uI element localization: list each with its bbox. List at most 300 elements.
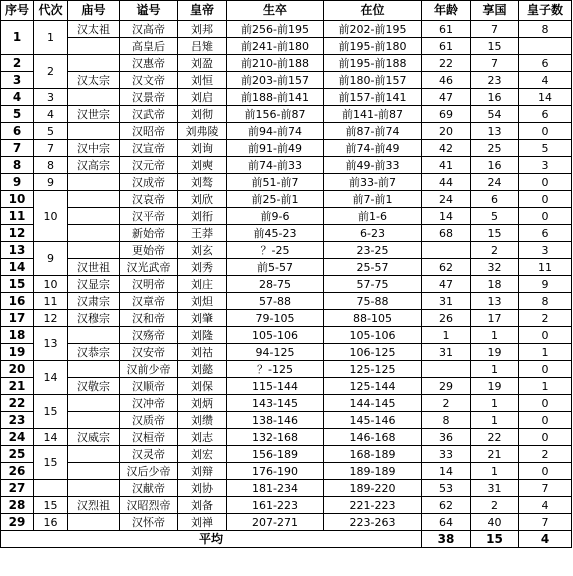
sons-count-cell: 6 bbox=[519, 225, 572, 242]
emperor-name-cell: 刘奭 bbox=[178, 157, 227, 174]
reign-years-cell: 18 bbox=[471, 276, 519, 293]
reign-years-cell: 17 bbox=[471, 310, 519, 327]
age-cell bbox=[422, 242, 471, 259]
age-cell: 64 bbox=[422, 514, 471, 531]
generation-cell: 1 bbox=[34, 21, 68, 55]
sons-count-cell: 0 bbox=[519, 327, 572, 344]
lifespan-cell: 138-146 bbox=[227, 412, 324, 429]
reign-years-cell: 7 bbox=[471, 21, 519, 38]
emperor-name-cell: 刘缵 bbox=[178, 412, 227, 429]
reign-period-cell: 前195-前188 bbox=[324, 55, 422, 72]
lifespan-cell: 28-75 bbox=[227, 276, 324, 293]
temple-name-cell bbox=[68, 395, 120, 412]
emperor-name-cell: 刘庄 bbox=[178, 276, 227, 293]
table-row bbox=[1, 106, 572, 123]
posthumous-name-cell: 汉怀帝 bbox=[120, 514, 178, 531]
sons-count-cell: 0 bbox=[519, 208, 572, 225]
reign-years-cell: 1 bbox=[471, 412, 519, 429]
table-row bbox=[1, 463, 572, 480]
posthumous-name-cell: 汉桓帝 bbox=[120, 429, 178, 446]
row-index-cell: 18 bbox=[1, 327, 34, 344]
row-index-cell: 7 bbox=[1, 140, 34, 157]
table-row bbox=[1, 514, 572, 531]
reign-years-cell: 13 bbox=[471, 123, 519, 140]
reign-years-cell: 2 bbox=[471, 242, 519, 259]
row-index-cell: 13 bbox=[1, 242, 34, 259]
reign-period-cell: 88-105 bbox=[324, 310, 422, 327]
row-index-cell: 3 bbox=[1, 72, 34, 89]
emperor-name-cell: 刘辩 bbox=[178, 463, 227, 480]
reign-years-cell: 1 bbox=[471, 395, 519, 412]
table-row bbox=[1, 55, 572, 72]
temple-name-cell: 汉世祖 bbox=[68, 259, 120, 276]
temple-name-cell bbox=[68, 123, 120, 140]
row-index-cell: 29 bbox=[1, 514, 34, 531]
emperor-name-cell: 吕雉 bbox=[178, 38, 227, 55]
header-cell: 享国 bbox=[471, 1, 519, 21]
reign-years-cell: 15 bbox=[471, 225, 519, 242]
header-cell: 序号 bbox=[1, 1, 34, 21]
header-cell: 年龄 bbox=[422, 1, 471, 21]
sons-count-cell: 8 bbox=[519, 21, 572, 38]
header-cell: 在位 bbox=[324, 1, 422, 21]
generation-cell: 4 bbox=[34, 106, 68, 123]
reign-years-cell: 2 bbox=[471, 497, 519, 514]
header-cell: 代次 bbox=[34, 1, 68, 21]
reign-years-cell: 7 bbox=[471, 55, 519, 72]
temple-name-cell bbox=[68, 514, 120, 531]
reign-period-cell: 前157-前141 bbox=[324, 89, 422, 106]
row-index-cell: 2 bbox=[1, 55, 34, 72]
reign-years-cell: 32 bbox=[471, 259, 519, 276]
table-row bbox=[1, 157, 572, 174]
emperor-name-cell: 刘秀 bbox=[178, 259, 227, 276]
emperor-name-cell: 刘懿 bbox=[178, 361, 227, 378]
table-row bbox=[1, 174, 572, 191]
reign-years-cell: 1 bbox=[471, 361, 519, 378]
table-row bbox=[1, 310, 572, 327]
emperor-name-cell: 刘彻 bbox=[178, 106, 227, 123]
posthumous-name-cell: 汉文帝 bbox=[120, 72, 178, 89]
row-index-cell: 20 bbox=[1, 361, 34, 378]
lifespan-cell: 前203-前157 bbox=[227, 72, 324, 89]
reign-period-cell: 6-23 bbox=[324, 225, 422, 242]
table-row bbox=[1, 293, 572, 310]
row-index-cell: 12 bbox=[1, 225, 34, 242]
reign-years-cell: 16 bbox=[471, 157, 519, 174]
table-row bbox=[1, 225, 572, 242]
age-cell: 46 bbox=[422, 72, 471, 89]
reign-period-cell: 168-189 bbox=[324, 446, 422, 463]
table-row bbox=[1, 395, 572, 412]
reign-period-cell: 前74-前49 bbox=[324, 140, 422, 157]
sons-count-cell: 5 bbox=[519, 140, 572, 157]
lifespan-cell: 132-168 bbox=[227, 429, 324, 446]
temple-name-cell bbox=[68, 480, 120, 497]
header-cell: 皇帝 bbox=[178, 1, 227, 21]
lifespan-cell: 前156-前87 bbox=[227, 106, 324, 123]
emperor-name-cell: 刘欣 bbox=[178, 191, 227, 208]
posthumous-name-cell: 汉成帝 bbox=[120, 174, 178, 191]
generation-cell: 10 bbox=[34, 191, 68, 242]
row-index-cell: 25 bbox=[1, 446, 34, 463]
row-index-cell: 24 bbox=[1, 429, 34, 446]
reign-years-cell: 40 bbox=[471, 514, 519, 531]
table-row bbox=[1, 123, 572, 140]
reign-period-cell: 前7-前1 bbox=[324, 191, 422, 208]
sons-count-cell: 8 bbox=[519, 293, 572, 310]
reign-years-cell: 23 bbox=[471, 72, 519, 89]
generation-cell: 15 bbox=[34, 497, 68, 514]
sons-count-cell: 0 bbox=[519, 395, 572, 412]
posthumous-name-cell: 汉武帝 bbox=[120, 106, 178, 123]
lifespan-cell: 前94-前74 bbox=[227, 123, 324, 140]
sons-count-cell: 1 bbox=[519, 378, 572, 395]
reign-period-cell: 125-144 bbox=[324, 378, 422, 395]
row-index-cell: 4 bbox=[1, 89, 34, 106]
sons-count-cell: 0 bbox=[519, 361, 572, 378]
age-cell: 24 bbox=[422, 191, 471, 208]
emperor-name-cell: 刘骜 bbox=[178, 174, 227, 191]
emperor-name-cell: 刘盈 bbox=[178, 55, 227, 72]
temple-name-cell: 汉肃宗 bbox=[68, 293, 120, 310]
posthumous-name-cell: 高皇后 bbox=[120, 38, 178, 55]
posthumous-name-cell: 更始帝 bbox=[120, 242, 178, 259]
generation-cell: 14 bbox=[34, 361, 68, 395]
age-cell: 44 bbox=[422, 174, 471, 191]
posthumous-name-cell: 汉灵帝 bbox=[120, 446, 178, 463]
reign-period-cell: 145-146 bbox=[324, 412, 422, 429]
table-row bbox=[1, 446, 572, 463]
row-index-cell: 16 bbox=[1, 293, 34, 310]
age-cell: 47 bbox=[422, 276, 471, 293]
lifespan-cell: ？-25 bbox=[227, 242, 324, 259]
emperor-name-cell: 刘衎 bbox=[178, 208, 227, 225]
sons-count-cell: 2 bbox=[519, 446, 572, 463]
reign-period-cell: 75-88 bbox=[324, 293, 422, 310]
table-row bbox=[1, 344, 572, 361]
emperor-name-cell: 刘协 bbox=[178, 480, 227, 497]
reign-period-cell: 57-75 bbox=[324, 276, 422, 293]
sons-count-cell: 6 bbox=[519, 55, 572, 72]
table-row bbox=[1, 378, 572, 395]
lifespan-cell: 176-190 bbox=[227, 463, 324, 480]
emperor-name-cell: 刘肇 bbox=[178, 310, 227, 327]
lifespan-cell: 前241-前180 bbox=[227, 38, 324, 55]
reign-period-cell: 前33-前7 bbox=[324, 174, 422, 191]
age-cell: 14 bbox=[422, 463, 471, 480]
reign-period-cell: 144-145 bbox=[324, 395, 422, 412]
table-row bbox=[1, 276, 572, 293]
temple-name-cell: 汉高宗 bbox=[68, 157, 120, 174]
reign-period-cell: 106-125 bbox=[324, 344, 422, 361]
reign-years-cell: 19 bbox=[471, 344, 519, 361]
emperor-name-cell: 刘保 bbox=[178, 378, 227, 395]
temple-name-cell: 汉中宗 bbox=[68, 140, 120, 157]
posthumous-name-cell: 汉顺帝 bbox=[120, 378, 178, 395]
generation-cell: 5 bbox=[34, 123, 68, 140]
sons-count-cell: 1 bbox=[519, 344, 572, 361]
temple-name-cell: 汉威宗 bbox=[68, 429, 120, 446]
lifespan-cell: 181-234 bbox=[227, 480, 324, 497]
emperor-name-cell: 刘禅 bbox=[178, 514, 227, 531]
age-cell: 62 bbox=[422, 259, 471, 276]
posthumous-name-cell: 汉献帝 bbox=[120, 480, 178, 497]
temple-name-cell bbox=[68, 463, 120, 480]
emperor-name-cell: 刘备 bbox=[178, 497, 227, 514]
generation-cell: 11 bbox=[34, 293, 68, 310]
temple-name-cell bbox=[68, 412, 120, 429]
posthumous-name-cell: 汉哀帝 bbox=[120, 191, 178, 208]
temple-name-cell bbox=[68, 327, 120, 344]
generation-cell: 15 bbox=[34, 446, 68, 480]
reign-years-cell: 13 bbox=[471, 293, 519, 310]
temple-name-cell: 汉显宗 bbox=[68, 276, 120, 293]
sons-count-cell: 0 bbox=[519, 429, 572, 446]
header-cell: 生卒 bbox=[227, 1, 324, 21]
age-cell: 1 bbox=[422, 327, 471, 344]
sons-count-cell: 0 bbox=[519, 123, 572, 140]
reign-years-cell: 19 bbox=[471, 378, 519, 395]
age-cell: 8 bbox=[422, 412, 471, 429]
sons-count-cell: 14 bbox=[519, 89, 572, 106]
generation-cell: 13 bbox=[34, 327, 68, 361]
row-index-cell: 22 bbox=[1, 395, 34, 412]
age-cell: 61 bbox=[422, 21, 471, 38]
table-body bbox=[1, 21, 572, 531]
posthumous-name-cell: 汉质帝 bbox=[120, 412, 178, 429]
table-row bbox=[1, 327, 572, 344]
age-cell: 62 bbox=[422, 497, 471, 514]
lifespan-cell: 57-88 bbox=[227, 293, 324, 310]
lifespan-cell: 前9-6 bbox=[227, 208, 324, 225]
posthumous-name-cell: 汉高帝 bbox=[120, 21, 178, 38]
posthumous-name-cell: 汉元帝 bbox=[120, 157, 178, 174]
reign-period-cell: 前1-6 bbox=[324, 208, 422, 225]
reign-years-cell: 6 bbox=[471, 191, 519, 208]
posthumous-name-cell: 汉冲帝 bbox=[120, 395, 178, 412]
temple-name-cell bbox=[68, 89, 120, 106]
average-reign: 15 bbox=[471, 531, 519, 548]
temple-name-cell: 汉恭宗 bbox=[68, 344, 120, 361]
temple-name-cell: 汉烈祖 bbox=[68, 497, 120, 514]
table-row bbox=[1, 361, 572, 378]
table-row bbox=[1, 480, 572, 497]
emperor-name-cell: 刘志 bbox=[178, 429, 227, 446]
reign-years-cell: 1 bbox=[471, 463, 519, 480]
temple-name-cell: 汉太祖 bbox=[68, 21, 120, 38]
lifespan-cell: 前25-前1 bbox=[227, 191, 324, 208]
table-row bbox=[1, 89, 572, 106]
lifespan-cell: 156-189 bbox=[227, 446, 324, 463]
reign-years-cell: 15 bbox=[471, 38, 519, 55]
lifespan-cell: ？-125 bbox=[227, 361, 324, 378]
posthumous-name-cell: 汉光武帝 bbox=[120, 259, 178, 276]
table-row bbox=[1, 412, 572, 429]
sons-count-cell: 0 bbox=[519, 463, 572, 480]
temple-name-cell: 汉敬宗 bbox=[68, 378, 120, 395]
age-cell: 42 bbox=[422, 140, 471, 157]
temple-name-cell: 汉太宗 bbox=[68, 72, 120, 89]
emperor-name-cell: 刘隆 bbox=[178, 327, 227, 344]
reign-period-cell: 前49-前33 bbox=[324, 157, 422, 174]
posthumous-name-cell: 汉后少帝 bbox=[120, 463, 178, 480]
age-cell: 47 bbox=[422, 89, 471, 106]
lifespan-cell: 前74-前33 bbox=[227, 157, 324, 174]
emperor-name-cell: 刘询 bbox=[178, 140, 227, 157]
reign-period-cell: 189-220 bbox=[324, 480, 422, 497]
temple-name-cell: 汉世宗 bbox=[68, 106, 120, 123]
sons-count-cell: 0 bbox=[519, 412, 572, 429]
average-row bbox=[1, 531, 572, 548]
reign-years-cell: 16 bbox=[471, 89, 519, 106]
row-index-cell: 28 bbox=[1, 497, 34, 514]
lifespan-cell: 前5-57 bbox=[227, 259, 324, 276]
reign-years-cell: 21 bbox=[471, 446, 519, 463]
row-index-cell: 6 bbox=[1, 123, 34, 140]
sons-count-cell: 7 bbox=[519, 514, 572, 531]
reign-period-cell: 前202-前195 bbox=[324, 21, 422, 38]
generation-cell: 3 bbox=[34, 89, 68, 106]
table-row bbox=[1, 191, 572, 208]
sons-count-cell: 9 bbox=[519, 276, 572, 293]
temple-name-cell bbox=[68, 191, 120, 208]
lifespan-cell: 161-223 bbox=[227, 497, 324, 514]
generation-cell: 8 bbox=[34, 157, 68, 174]
row-index-cell: 26 bbox=[1, 463, 34, 480]
age-cell: 29 bbox=[422, 378, 471, 395]
sons-count-cell: 0 bbox=[519, 174, 572, 191]
reign-years-cell: 31 bbox=[471, 480, 519, 497]
emperor-name-cell: 刘启 bbox=[178, 89, 227, 106]
posthumous-name-cell: 汉平帝 bbox=[120, 208, 178, 225]
table-row bbox=[1, 38, 572, 55]
table-row bbox=[1, 259, 572, 276]
lifespan-cell: 前188-前141 bbox=[227, 89, 324, 106]
average-age: 38 bbox=[422, 531, 471, 548]
sons-count-cell: 4 bbox=[519, 72, 572, 89]
reign-years-cell: 5 bbox=[471, 208, 519, 225]
posthumous-name-cell: 汉明帝 bbox=[120, 276, 178, 293]
lifespan-cell: 143-145 bbox=[227, 395, 324, 412]
age-cell: 31 bbox=[422, 344, 471, 361]
posthumous-name-cell: 汉安帝 bbox=[120, 344, 178, 361]
age-cell: 33 bbox=[422, 446, 471, 463]
generation-cell bbox=[34, 480, 68, 497]
posthumous-name-cell: 汉惠帝 bbox=[120, 55, 178, 72]
age-cell: 68 bbox=[422, 225, 471, 242]
generation-cell: 10 bbox=[34, 276, 68, 293]
age-cell: 36 bbox=[422, 429, 471, 446]
row-index-cell: 5 bbox=[1, 106, 34, 123]
sons-count-cell bbox=[519, 38, 572, 55]
reign-period-cell: 23-25 bbox=[324, 242, 422, 259]
emperor-name-cell: 王莽 bbox=[178, 225, 227, 242]
posthumous-name-cell: 汉昭烈帝 bbox=[120, 497, 178, 514]
posthumous-name-cell: 汉章帝 bbox=[120, 293, 178, 310]
generation-cell: 16 bbox=[34, 514, 68, 531]
posthumous-name-cell: 新始帝 bbox=[120, 225, 178, 242]
emperor-name-cell: 刘炟 bbox=[178, 293, 227, 310]
emperor-name-cell: 刘弗陵 bbox=[178, 123, 227, 140]
reign-period-cell: 146-168 bbox=[324, 429, 422, 446]
header-row bbox=[1, 1, 572, 21]
emperor-name-cell: 刘宏 bbox=[178, 446, 227, 463]
sons-count-cell: 2 bbox=[519, 310, 572, 327]
temple-name-cell bbox=[68, 55, 120, 72]
row-index-cell: 21 bbox=[1, 378, 34, 395]
reign-period-cell: 前180-前157 bbox=[324, 72, 422, 89]
reign-years-cell: 25 bbox=[471, 140, 519, 157]
temple-name-cell: 汉穆宗 bbox=[68, 310, 120, 327]
row-index-cell: 1 bbox=[1, 21, 34, 55]
row-index-cell: 10 bbox=[1, 191, 34, 208]
lifespan-cell: 前210-前188 bbox=[227, 55, 324, 72]
reign-years-cell: 22 bbox=[471, 429, 519, 446]
posthumous-name-cell: 汉景帝 bbox=[120, 89, 178, 106]
temple-name-cell bbox=[68, 174, 120, 191]
average-label: 平均 bbox=[1, 531, 422, 548]
age-cell bbox=[422, 361, 471, 378]
header-cell: 庙号 bbox=[68, 1, 120, 21]
lifespan-cell: 前45-23 bbox=[227, 225, 324, 242]
reign-years-cell: 24 bbox=[471, 174, 519, 191]
sons-count-cell: 4 bbox=[519, 497, 572, 514]
table-row bbox=[1, 208, 572, 225]
sons-count-cell: 3 bbox=[519, 242, 572, 259]
table-row bbox=[1, 72, 572, 89]
row-index-cell: 19 bbox=[1, 344, 34, 361]
row-index-cell: 27 bbox=[1, 480, 34, 497]
age-cell: 61 bbox=[422, 38, 471, 55]
posthumous-name-cell: 汉宣帝 bbox=[120, 140, 178, 157]
age-cell: 31 bbox=[422, 293, 471, 310]
emperor-name-cell: 刘玄 bbox=[178, 242, 227, 259]
lifespan-cell: 前256-前195 bbox=[227, 21, 324, 38]
temple-name-cell bbox=[68, 361, 120, 378]
row-index-cell: 15 bbox=[1, 276, 34, 293]
reign-period-cell: 221-223 bbox=[324, 497, 422, 514]
generation-cell: 9 bbox=[34, 242, 68, 276]
reign-period-cell: 前141-前87 bbox=[324, 106, 422, 123]
generation-cell: 12 bbox=[34, 310, 68, 327]
header-cell: 皇子数 bbox=[519, 1, 572, 21]
table-row bbox=[1, 429, 572, 446]
row-index-cell: 14 bbox=[1, 259, 34, 276]
lifespan-cell: 前51-前7 bbox=[227, 174, 324, 191]
temple-name-cell bbox=[68, 242, 120, 259]
generation-cell: 2 bbox=[34, 55, 68, 89]
generation-cell: 7 bbox=[34, 140, 68, 157]
average-sons: 4 bbox=[519, 531, 572, 548]
reign-period-cell: 105-106 bbox=[324, 327, 422, 344]
header-cell: 谥号 bbox=[120, 1, 178, 21]
lifespan-cell: 79-105 bbox=[227, 310, 324, 327]
age-cell: 53 bbox=[422, 480, 471, 497]
emperor-name-cell: 刘祜 bbox=[178, 344, 227, 361]
reign-period-cell: 189-189 bbox=[324, 463, 422, 480]
sons-count-cell: 6 bbox=[519, 106, 572, 123]
row-index-cell: 11 bbox=[1, 208, 34, 225]
age-cell: 22 bbox=[422, 55, 471, 72]
temple-name-cell bbox=[68, 446, 120, 463]
reign-period-cell: 125-125 bbox=[324, 361, 422, 378]
reign-period-cell: 前87-前74 bbox=[324, 123, 422, 140]
row-index-cell: 8 bbox=[1, 157, 34, 174]
row-index-cell: 9 bbox=[1, 174, 34, 191]
reign-period-cell: 前195-前180 bbox=[324, 38, 422, 55]
temple-name-cell bbox=[68, 208, 120, 225]
